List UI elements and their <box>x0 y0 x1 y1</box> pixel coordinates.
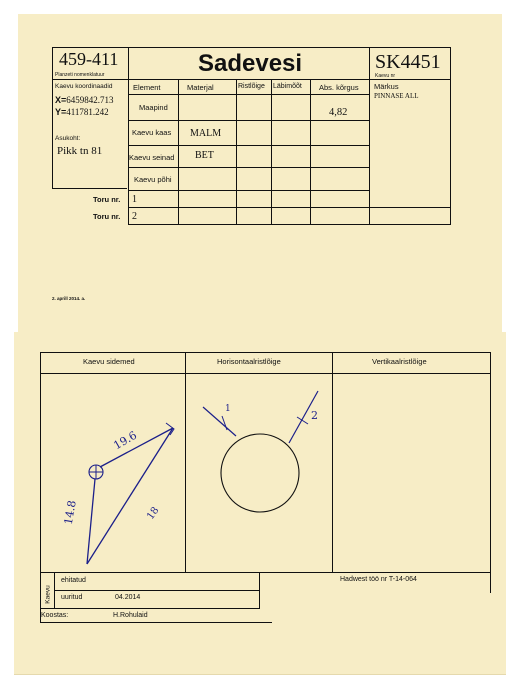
x-coordinate <box>55 95 114 105</box>
col-header-diameter: Läbimõõt <box>273 83 302 90</box>
well-number-caption: Kaevu nr <box>375 73 396 79</box>
project-number: Hadwest töö nr T-14-064 <box>340 576 417 583</box>
sketch-header-connections: Kaevu sidemed <box>83 357 135 366</box>
row-material-cover: MALM <box>190 128 222 139</box>
row-element-walls: Kaevu seinad <box>129 153 175 162</box>
measured-label: uuritud <box>61 594 83 601</box>
well-outline <box>221 434 299 512</box>
sheet-title: Sadevesi <box>198 50 303 77</box>
pipe-1-arrow <box>203 407 236 436</box>
row-material-walls: BET <box>195 150 214 161</box>
distance-label-top: 19.6 <box>111 428 140 453</box>
pipe-label-1: Toru nr. <box>93 195 121 204</box>
col-header-cross-section: Ristlõige <box>238 83 265 90</box>
sketch-header-vertical: Vertikaalristlõige <box>372 357 427 366</box>
row-element-bottom: Kaevu põhi <box>134 175 172 184</box>
y-value: 411781.242 <box>66 107 109 117</box>
horizontal-section <box>186 373 332 572</box>
x-label: X= <box>55 95 67 105</box>
location-caption: Asukoht: <box>55 135 81 142</box>
sketch-header-horizontal: Horisontaalristlõige <box>217 357 281 366</box>
x-value: 6459842.713 <box>66 95 114 105</box>
pipe-value-1: 1 <box>132 194 137 205</box>
well-number: SK4451 <box>375 51 441 73</box>
date-text: 2. aprill 2014. a. <box>52 296 86 301</box>
well-card-top <box>18 14 502 332</box>
col-header-note: Märkus <box>374 82 399 91</box>
pipe-label-2: Toru nr. <box>93 212 121 221</box>
pipe-mark-1: 1 <box>225 404 231 414</box>
map-code-caption: Planzeti nomenklatuur <box>55 72 105 78</box>
measured-value: 04.2014 <box>115 594 141 601</box>
col-header-element: Element <box>133 83 161 92</box>
built-label: ehitatud <box>61 577 86 584</box>
row-abs-height-ground: 4,82 <box>329 107 348 118</box>
map-code: 459-411 <box>59 49 119 69</box>
connection-sketch <box>40 373 185 572</box>
y-coordinate <box>55 107 109 117</box>
col-header-abs-height: Abs. kõrgus <box>319 83 359 92</box>
footer-side-label: Kaevu <box>44 585 52 604</box>
author-name: H.Rohulaid <box>113 612 148 619</box>
note-value: PINNASE ALL <box>374 92 419 100</box>
well-card-bottom <box>14 332 506 674</box>
col-header-material: Materjal <box>187 83 214 92</box>
distance-label-diagonal: 18 <box>145 505 162 522</box>
coordinates-caption: Kaevu koordinaadid <box>55 83 113 90</box>
tie-line-left <box>87 479 95 564</box>
location-value: Pikk tn 81 <box>57 145 103 157</box>
row-element-ground: Maapind <box>139 103 168 112</box>
row-element-cover: Kaevu kaas <box>132 128 172 137</box>
pipe-mark-2: 2 <box>311 409 318 422</box>
distance-label-left: 14.8 <box>61 499 79 526</box>
y-label: Y= <box>55 107 67 117</box>
pipe-value-2: 2 <box>132 211 137 222</box>
author-label: Koostas: <box>41 612 69 619</box>
tie-line-diagonal <box>87 428 173 564</box>
tie-line-top <box>100 428 173 467</box>
